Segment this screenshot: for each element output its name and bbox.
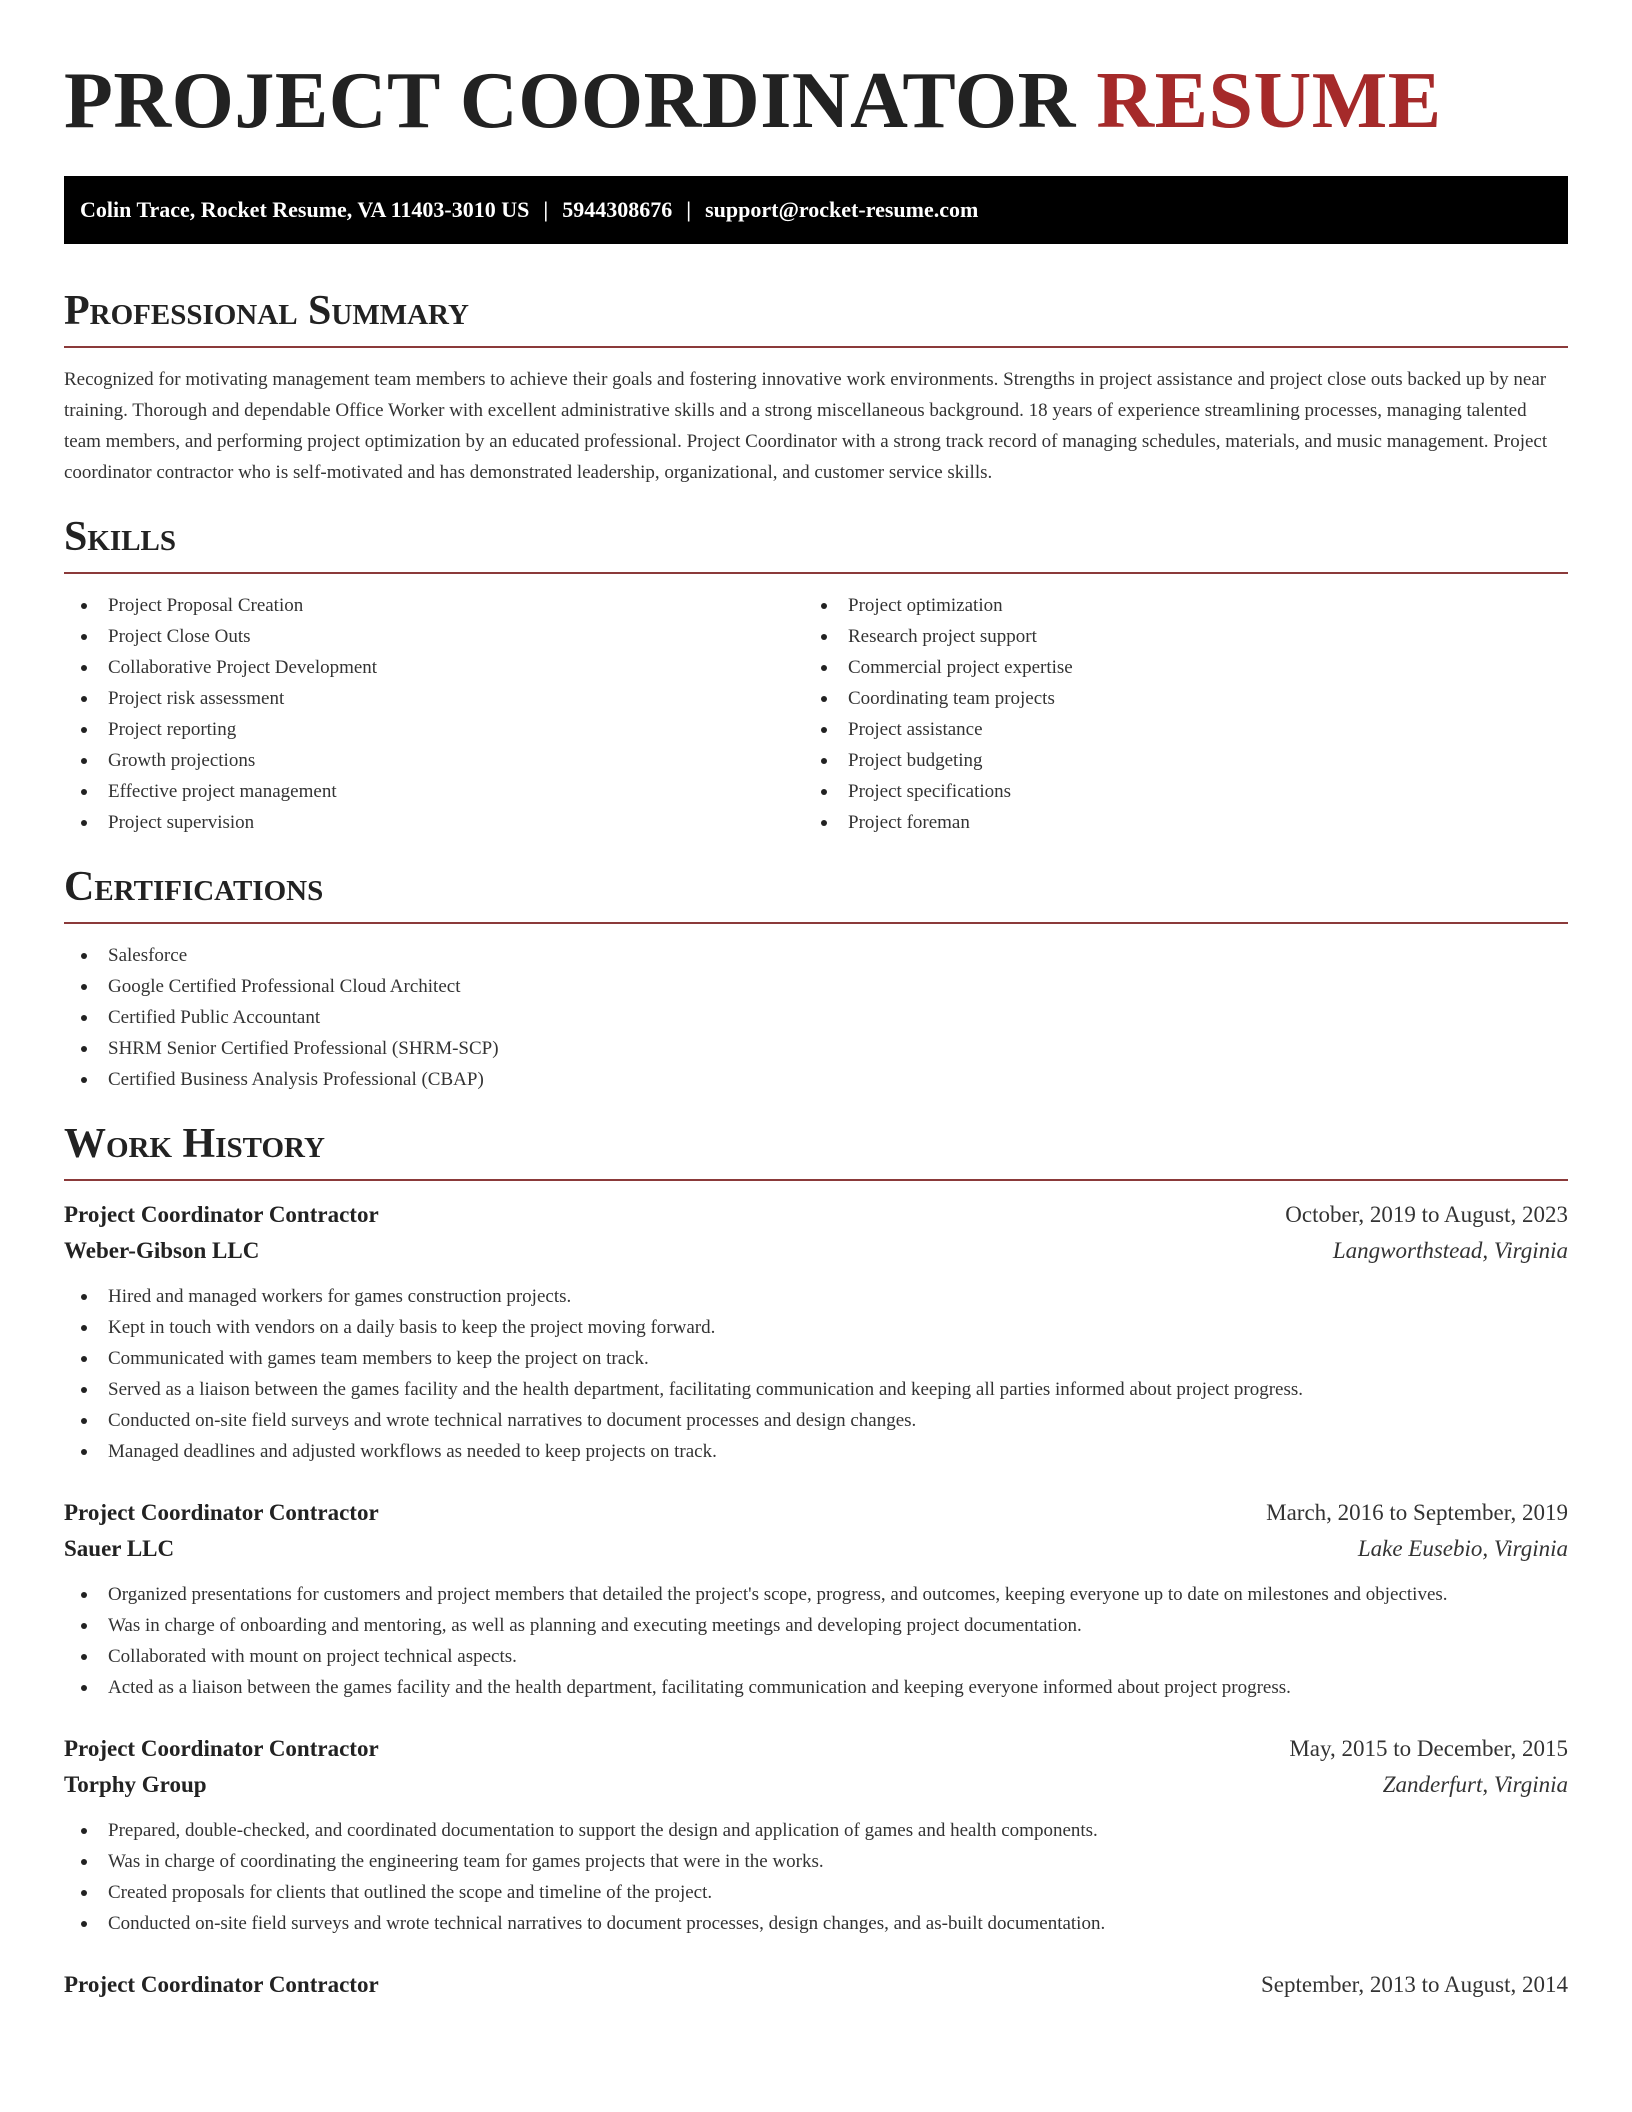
job-bullet: Was in charge of onboarding and mentoring, as well as planning and executing meetings and developing project documentation.: [64, 1610, 1568, 1641]
skill-item: Coordinating team projects: [804, 683, 1544, 714]
certifications-section: [64, 862, 1568, 1095]
job-bullet: Created proposals for clients that outlined the scope and timeline of the project.: [64, 1877, 1568, 1908]
title-main: PROJECT COORDINATOR: [64, 57, 1076, 145]
job-subheader-row: [64, 1233, 1568, 1269]
skill-item: Project budgeting: [804, 745, 1544, 776]
section-heading-skills: Skills: [64, 512, 1568, 574]
job-entry: [64, 1495, 1568, 1703]
skill-item: Growth projections: [64, 745, 804, 776]
job-bullet: Conducted on-site field surveys and wrote technical narratives to document processes, design changes, and as-built documentation.: [64, 1908, 1568, 1939]
job-entry: [64, 1197, 1568, 1467]
job-dates: March, 2016 to September, 2019: [1266, 1500, 1568, 1525]
summary-text: Recognized for motivating management team members to achieve their goals and fostering innovative work environments. Strengths in project assistance and project close outs backed up by near training. Thorough and dependable Office Worker with excellent administrative skills and a strong miscellaneous background. 18 years of experience streamlining processes, managing talented team members, and performing project optimization by an educated professional. Project Coordinator with a strong track record of managing schedules, materials, and music management. Project coordinator contractor who is self-motivated and has demonstrated leadership, organizational, and customer service skills.: [64, 369, 1548, 483]
title-accent: RESUME: [1096, 57, 1442, 145]
contact-separator: |: [543, 197, 549, 222]
contact-separator: |: [686, 197, 692, 222]
page-title: [64, 0, 1568, 146]
skill-item: Project assistance: [804, 714, 1544, 745]
job-header-row: [64, 1731, 1568, 1767]
job-bullet: Organized presentations for customers and project members that detailed the project's scope, progress, and outcomes, keeping everyone up to date on milestones and objectives.: [64, 1579, 1568, 1610]
job-bullet: Acted as a liaison between the games facility and the health department, facilitating communication and keeping everyone informed about project progress.: [64, 1672, 1568, 1703]
job-bullet: Conducted on-site field surveys and wrote technical narratives to document processes and design changes.: [64, 1405, 1568, 1436]
section-heading-summary: Professional Summary: [64, 286, 1568, 348]
skill-item: Project foreman: [804, 807, 1544, 838]
skills-list-right: [804, 590, 1544, 838]
certification-item: Google Certified Professional Cloud Architect: [64, 971, 1568, 1002]
skill-item: Project risk assessment: [64, 683, 804, 714]
skill-item: Project Close Outs: [64, 621, 804, 652]
contact-phone: 5944308676: [562, 197, 673, 222]
certification-item: SHRM Senior Certified Professional (SHRM-SCP): [64, 1033, 1568, 1064]
skill-item: Project reporting: [64, 714, 804, 745]
job-subheader-row: [64, 1767, 1568, 1803]
contact-address: Colin Trace, Rocket Resume, VA 11403-3010 US: [80, 197, 530, 222]
job-location: Langworthstead, Virginia: [1332, 1238, 1568, 1263]
job-title: Project Coordinator Contractor: [64, 1972, 379, 1997]
job-location: Zanderfurt, Virginia: [1382, 1772, 1568, 1797]
skill-item: Commercial project expertise: [804, 652, 1544, 683]
job-entry: [64, 1731, 1568, 1939]
job-bullets: [64, 1579, 1568, 1703]
job-bullet: Communicated with games team members to keep the project on track.: [64, 1343, 1568, 1374]
skill-item: Project optimization: [804, 590, 1544, 621]
section-heading-certifications: Certifications: [64, 862, 1568, 924]
job-bullet: Was in charge of coordinating the engineering team for games projects that were in the works.: [64, 1846, 1568, 1877]
skill-item: Project supervision: [64, 807, 804, 838]
section-heading-work-history: Work History: [64, 1119, 1568, 1181]
certification-item: Certified Business Analysis Professional (CBAP): [64, 1064, 1568, 1095]
job-bullet: Managed deadlines and adjusted workflows as needed to keep projects on track.: [64, 1436, 1568, 1467]
job-company: Torphy Group: [64, 1772, 207, 1797]
job-company: Weber-Gibson LLC: [64, 1238, 260, 1263]
certification-item: Salesforce: [64, 940, 1568, 971]
work-history-section: [64, 1119, 1568, 2003]
job-location: Lake Eusebio, Virginia: [1357, 1536, 1568, 1561]
contact-email: support@rocket-resume.com: [705, 197, 979, 222]
certification-item: Certified Public Accountant: [64, 1002, 1568, 1033]
skill-item: Collaborative Project Development: [64, 652, 804, 683]
job-header-row: [64, 1197, 1568, 1233]
job-entry: [64, 1967, 1568, 2003]
job-bullet: Prepared, double-checked, and coordinated documentation to support the design and application of games and health components.: [64, 1815, 1568, 1846]
job-dates: September, 2013 to August, 2014: [1260, 1972, 1568, 1997]
job-bullets: [64, 1815, 1568, 1939]
job-dates: May, 2015 to December, 2015: [1289, 1736, 1568, 1761]
job-header-row: [64, 1495, 1568, 1531]
job-subheader-row: [64, 1531, 1568, 1567]
job-bullet: Collaborated with mount on project technical aspects.: [64, 1641, 1568, 1672]
skills-list-left: [64, 590, 804, 838]
job-title: Project Coordinator Contractor: [64, 1202, 379, 1227]
skill-item: Project specifications: [804, 776, 1544, 807]
summary-section: [64, 286, 1568, 488]
job-dates: October, 2019 to August, 2023: [1285, 1202, 1568, 1227]
job-company: Sauer LLC: [64, 1536, 175, 1561]
job-bullet: Kept in touch with vendors on a daily basis to keep the project moving forward.: [64, 1312, 1568, 1343]
job-bullets: [64, 1281, 1568, 1467]
certifications-list: [64, 940, 1568, 1095]
job-bullet: Served as a liaison between the games facility and the health department, facilitating communication and keeping all parties informed about project progress.: [64, 1374, 1568, 1405]
skill-item: Research project support: [804, 621, 1544, 652]
job-title: Project Coordinator Contractor: [64, 1500, 379, 1525]
skills-grid: [64, 590, 1568, 838]
skills-section: [64, 512, 1568, 838]
contact-bar: [64, 176, 1568, 244]
job-title: Project Coordinator Contractor: [64, 1736, 379, 1761]
job-header-row: [64, 1967, 1568, 2003]
skill-item: Project Proposal Creation: [64, 590, 804, 621]
job-bullet: Hired and managed workers for games construction projects.: [64, 1281, 1568, 1312]
skill-item: Effective project management: [64, 776, 804, 807]
